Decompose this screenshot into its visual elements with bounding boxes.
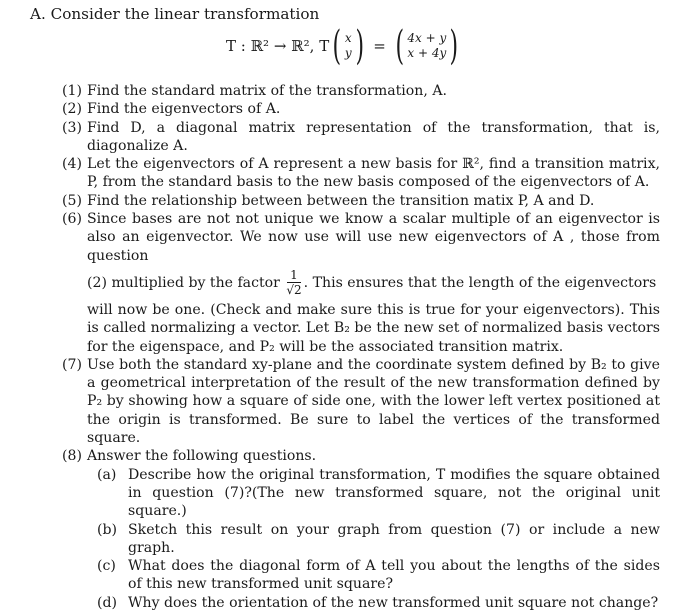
equation-lhs: T : ℝ² → ℝ², T [226, 37, 330, 55]
question-1: (1) Find the standard matrix of the transformation, A. [62, 83, 447, 99]
subquestion-c: (c) What does the diagonal form of A tell you about the lengths of the sides of this new transformed unit square? [97, 558, 660, 593]
question-6: (6) Since bases are not not unique we know a scalar multiple of an eigenvector is also an eigenvector. We now use will use new eigenvectors of A , those from question (2) multiplied by the factor $\frac{1}{√2}$ . This ensures that the length of the eigenvectors will now be one. (Check and make sure this is true for your eigenvectors). This is called normalizing a vector. Let B₂ be the new set of normalized basis vectors for the eigenspace, and P₂ will be the associated transition matrix. [62, 211, 660, 355]
question-8: (8) Answer the following questions. (a) Describe how the original transformation, T modifies the square obtained in question (7)?(The new transformed square, not the original unit square.) (b) Sketch this result on your graph from question (7) or include a new graph. (c) What does the diagonal form of A tell you about the lengths of the sides of this new transformed unit square? (d) Why does the orientation of the new transformed unit square not change? [62, 448, 660, 611]
transformation-equation: T : ℝ² → ℝ², T ( x y ) = ( 4x + y x + 4y ) [226, 23, 459, 69]
one-over-root-two: $\frac{1}{√2}$ [286, 268, 302, 298]
subquestion-d: (d) Why does the orientation of the new transformed unit square not change? [97, 594, 659, 611]
question-4: (4) Let the eigenvectors of A represent a new basis for ℝ², find a transition matrix, P, from the standard basis to the new basis composed of the eigenvectors of A. [62, 156, 660, 191]
subquestion-b: (b) Sketch this result on your graph from question (7) or include a new graph. [97, 521, 660, 556]
problem-title: A. Consider the linear transformation [30, 5, 320, 23]
input-vector: x y [344, 31, 352, 60]
question-7: (7) Use both the standard xy-plane and the coordinate system defined by B₂ to give a geometrical interpretation of the result of the new transformation defined by P₂ by showing how a square of side one, with the lower left vertex positioned at the origin is transformed. Be sure to label the vertices of the transformed square. [62, 356, 660, 447]
question-8-subitems [97, 466, 660, 612]
question-2: (2) Find the eigenvectors of A. [62, 101, 281, 118]
subquestion-a: (a) Describe how the original transformation, T modifies the square obtained in question (7)?(The new transformed square, not the original unit square.) [97, 466, 660, 520]
question-3: (3) Find D, a diagonal matrix representation of the transformation, that is, diagonalize A. [62, 119, 660, 154]
equals-sign: = [373, 37, 386, 55]
question-list [62, 82, 660, 612]
question-5: (5) Find the relationship between between the transition matix P, A and D. [62, 192, 595, 209]
output-vector: 4x + y x + 4y [407, 31, 447, 60]
